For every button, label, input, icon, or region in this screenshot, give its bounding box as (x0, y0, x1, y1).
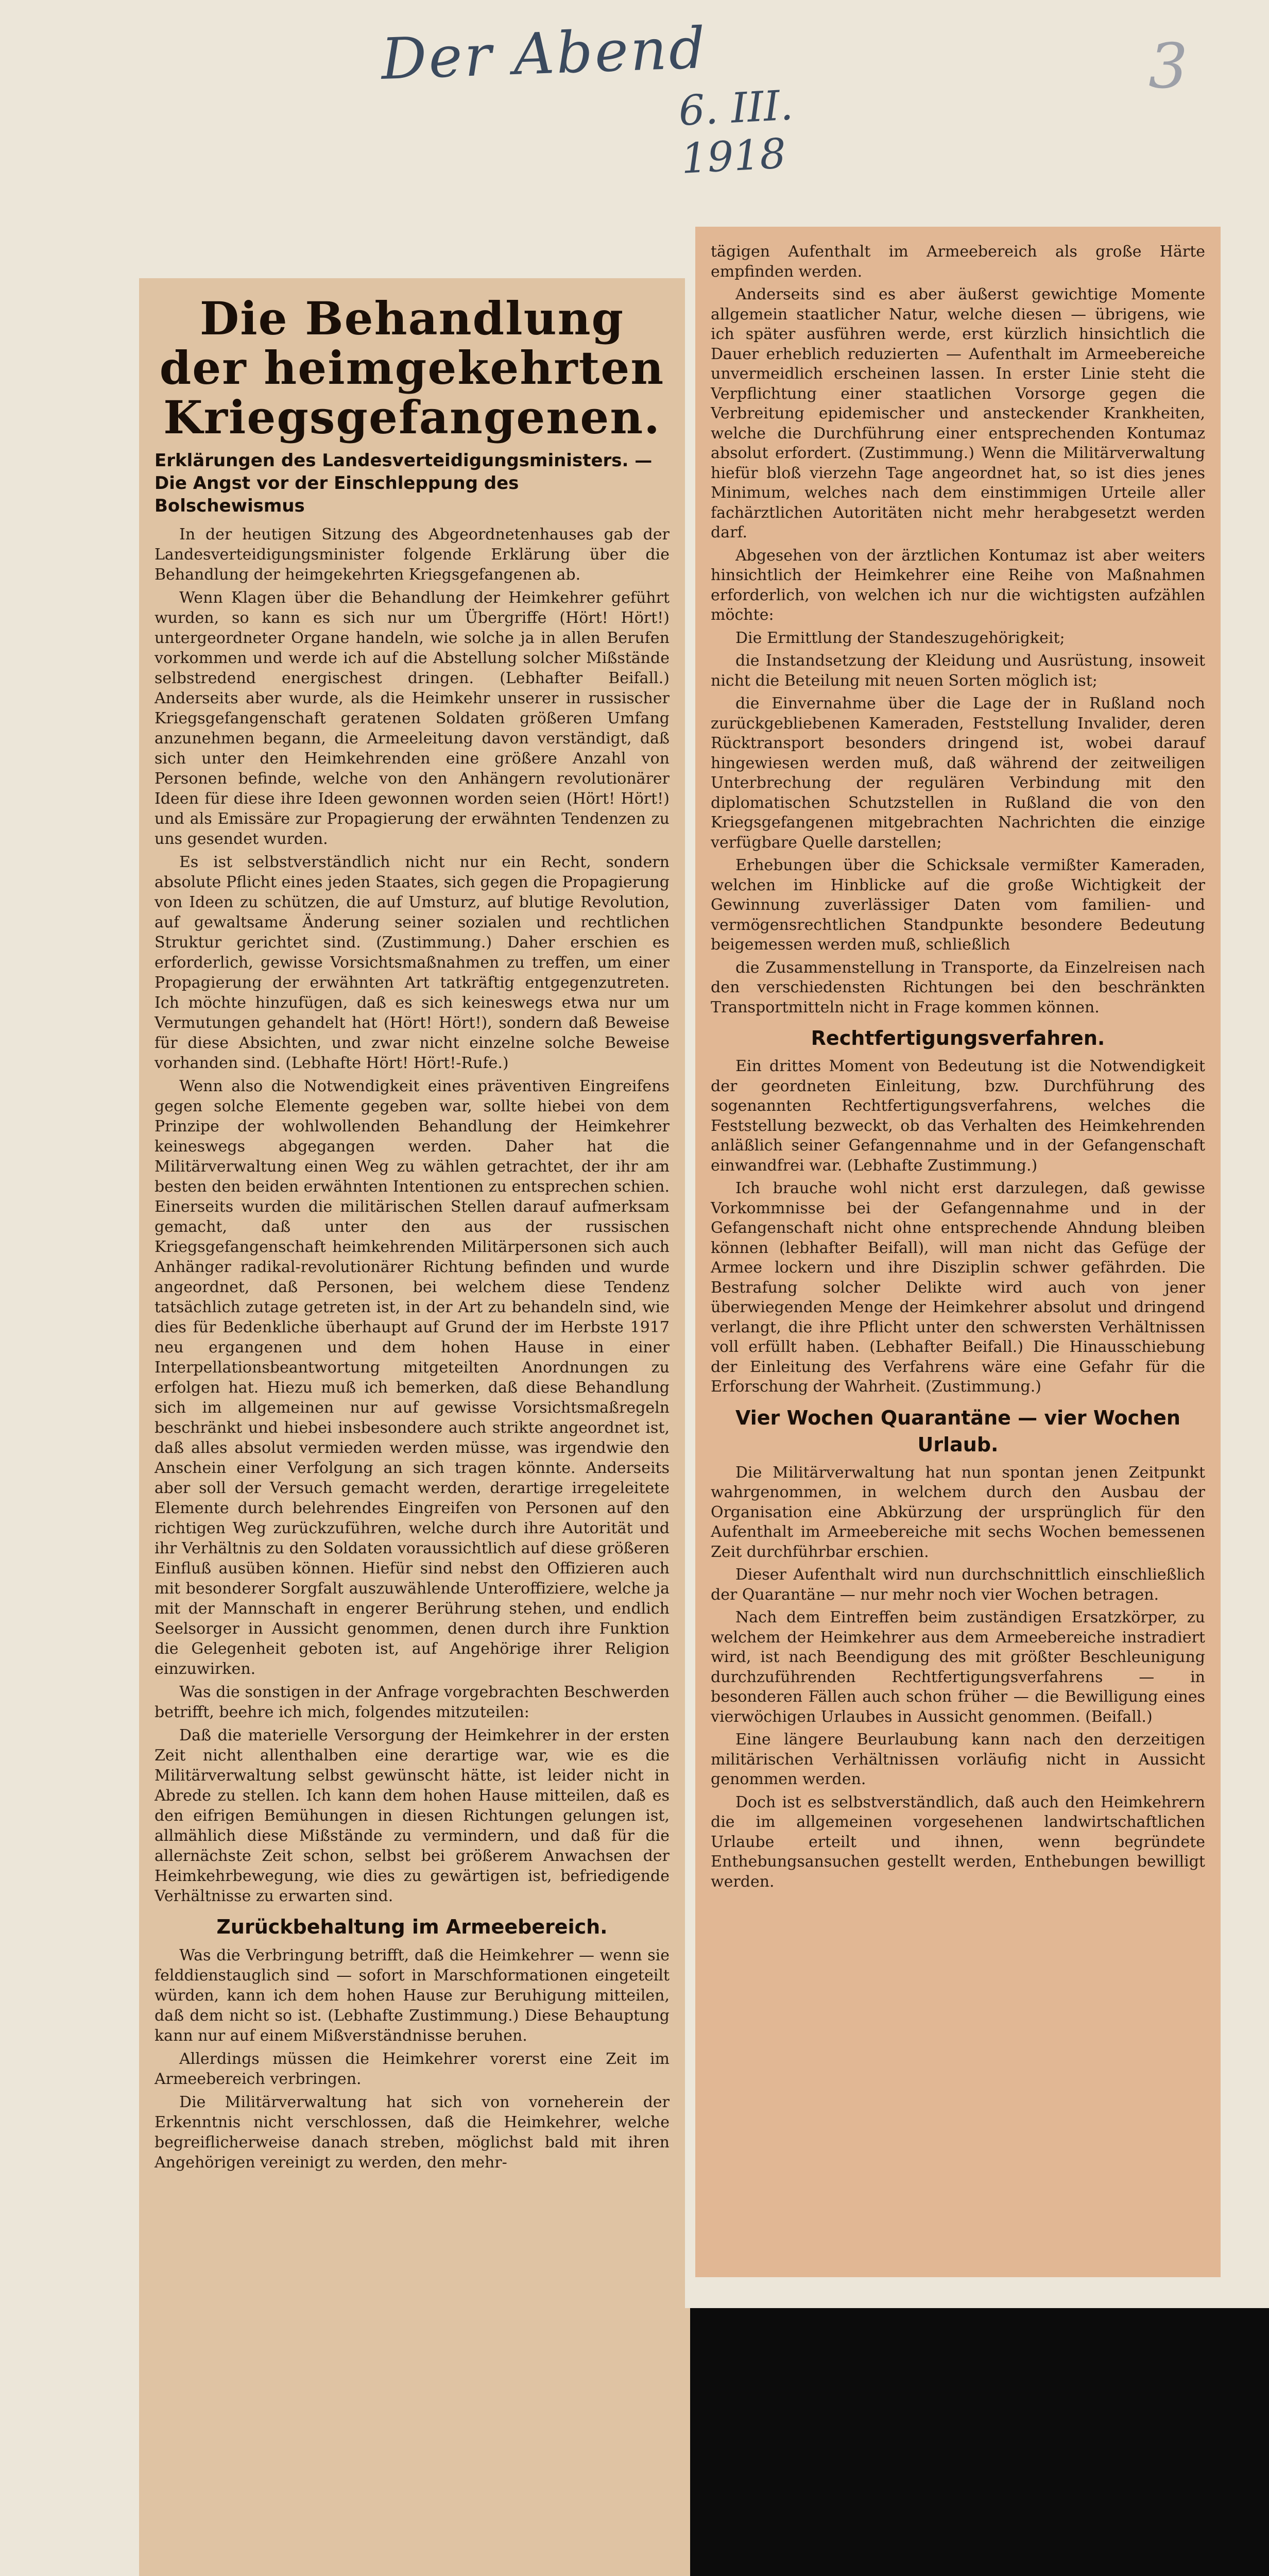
paragraph: Ein drittes Moment von Bedeutung ist die Notwendigkeit der geordneten Einleitung, bzw. Durchführung des sogenannten Rechtfertigungsverfahrens, welches die Feststellung bezweckt, ob das Verhalten des Heimkehrenden anläßlich seiner Gefangennahme und in der Gefangenschaft einwandfrei war. (Lebhafte Zustimmung.) (711, 1057, 1205, 1175)
right-paragraphs (711, 242, 1205, 1018)
left-column (139, 278, 685, 2576)
section-heading: Vier Wochen Quarantäne — vier Wochen Urlaub. (735, 1406, 1180, 1456)
paragraph: die Zusammenstellung in Transporte, da Einzelreisen nach den verschiedensten Richtungen bei den beschränkten Transportmitteln nicht in Frage kommen können. (711, 958, 1205, 1016)
article-headline: Die Behandlung der heimgekehrten Kriegsgefangenen. (159, 292, 665, 444)
page-number: 3 (1148, 31, 1188, 103)
paragraph: Dieser Aufenthalt wird nun durchschnittlich einschließlich der Quarantäne — nur mehr noch vier Wochen betragen. (711, 1566, 1205, 1604)
paragraph: Doch ist es selbstverständlich, daß auch den Heimkehrern die im allgemeinen vorgesehenen landwirtschaftlichen Urlaube erteilt und ihnen, wenn begründete Enthebungsansuchen gestellt werden, Enthebungen bewilligt werden. (711, 1793, 1205, 1891)
paragraph: Erhebungen über die Schicksale vermißter Kameraden, welchen im Hinblicke auf die große Wichtigkeit der Gewinnung zuverlässiger Daten vom familien- und vermögensrechtlichen Standpunkte besondere Bedeutung beigemessen werden muß, schließlich (711, 856, 1205, 954)
paragraph: Daß die materielle Versorgung der Heimkehrer in der ersten Zeit nicht allenthalben eine derartige war, wie es die Militärverwaltung selbst gewünscht hätte, ist leider nicht in Abrede zu stellen. Ich kann dem hohen Hause mitteilen, daß es den eifrigen Bemühungen in diesen Richtungen gelungen ist, allmählich diese Mißstände zu vermindern, und daß für die allernächste Zeit schon, selbst bei größerem Anwachsen der Heimkehrbewegung, wie dies zu gewärtigen ist, befriedigende Verhältnisse zu erwarten sind. (155, 1726, 670, 1905)
paragraph: Es ist selbstverständlich nicht nur ein Recht, sondern absolute Pflicht eines jeden Staates, sich gegen die Propagierung von Ideen zu schützen, die auf Umsturz, auf blutige Revolution, auf gewaltsame Änderung seiner sozialen und rechtlichen Struktur gerichtet sind. (Zustimmung.) Daher erschien es erforderlich, gewisse Vorsichtsmaßnahmen zu treffen, um einer Propagierung der erwähnten Art tatkräftig entgegenzutreten. Ich möchte hinzufügen, daß es sich keineswegs etwa nur um Vermutungen gehandelt hat (Hört! Hört!), sondern daß Beweise für diese Absichten, und zwar nicht einzelne solche Beweise vorhanden sind. (Lebhafte Hört! Hört!-Rufe.) (155, 853, 670, 1072)
paragraph: Allerdings müssen die Heimkehrer vorerst eine Zeit im Armeebereich verbringen. (155, 2050, 670, 2088)
paragraph: Was die sonstigen in der Anfrage vorgebrachten Beschwerden betrifft, beehre ich mich, folgendes mitzuteilen: (155, 1683, 670, 1721)
paragraph: Abgesehen von der ärztlichen Kontumaz ist aber weiters hinsichtlich der Heimkehrer eine Reihe von Maßnahmen erforderlich, von welchen ich nur die wichtigsten aufzählen möchte: (711, 546, 1205, 624)
paragraph: Eine längere Beurlaubung kann nach den derzeitigen militärischen Verhältnissen vorläufig nicht in Aussicht genommen werden. (711, 1731, 1205, 1788)
handwritten-source-title: Der Abend (380, 14, 709, 93)
paragraph: die Einvernahme über die Lage der in Rußland noch zurückgebliebenen Kameraden, Feststellung Invalider, deren Rücktransport besonders dringend ist, wobei darauf hingewiesen werden muß, daß während der zeitweiligen Unterbrechung der regulären Verbindung mit den diplomatischen Schutzstellen in Rußland die von den Kriegsgefangenen mitgebrachten Nachrichten die einzige verfügbare Quelle darstellen; (711, 694, 1205, 852)
paragraph: Wenn Klagen über die Behandlung der Heimkehrer geführt wurden, so kann es sich nur um Übergriffe (Hört! Hört!) untergeordneter Organe handeln, wie solche ja in allen Berufen vorkommen und werde ich auf die Abstellung solcher Mißstände selbstredend energischest dringen. (Lebhafter Beifall.) Anderseits aber wurde, als die Heimkehr unserer in russischer Kriegsgefangenschaft geratenen Soldaten größeren Umfang anzunehmen begann, die Armeeleitung davon verständigt, daß sich unter den Heimkehrenden eine größere Anzahl von Personen befinde, welche von den Anhängern revolutionärer Ideen für diese ihre Ideen gewonnen worden seien (Hört! Hört!) und als Emissäre zur Propagierung der erwähnten Tendenzen zu uns gesendet wurden. (155, 589, 670, 848)
paragraph: Was die Verbringung betrifft, daß die Heimkehrer — wenn sie felddienstauglich sind — sofort in Marschformationen eingeteilt würden, kann ich dem hohen Hause zur Beruhigung mitteilen, daß dem nicht so ist. (Lebhafte Zustimmung.) Diese Behauptung kann nur auf einem Mißverständnisse beruhen. (155, 1946, 670, 2045)
left-paragraphs (155, 524, 670, 1906)
article-subhead: Erklärungen des Landesverteidigungsministers. — Die Angst vor der Einschleppung des Bolschewismus (155, 450, 653, 516)
paragraph: In der heutigen Sitzung des Abgeordnetenhauses gab der Landesverteidigungsminister folgende Erklärung über die Behandlung der heimgekehrten Kriegsgefangenen ab. (155, 526, 670, 584)
paragraph: Die Militärverwaltung hat nun spontan jenen Zeitpunkt wahrgenommen, in welchem durch den Ausbau der Organisation eine Abkürzung der ursprünglich für den Aufenthalt im Armeebereiche mit sechs Wochen bemessenen Zeit durchführbar erschien. (711, 1463, 1205, 1561)
paragraph: Anderseits sind es aber äußerst gewichtige Momente allgemein staatlicher Natur, welche diesen — übrigens, wie ich später ausführen werde, erst kürzlich hinsichtlich die Dauer erheblich reduzierten — Aufenthalt im Armeebereiche unvermeidlich erscheinen lassen. In erster Linie steht die Verpflichtung einer staatlichen Vorsorge gegen die Verbreitung epidemischer und ansteckender Krankheiten, welche die Durchführung einer entsprechenden Kontumaz absolut erfordert. (Zustimmung.) Wenn die Militärverwaltung hiefür bloß vierzehn Tage angeordnet hat, so ist dies jenes Minimum, welches nach dem einstimmigen Urteile aller fachärztlichen Autoritäten nicht mehr herabgesetzt werden darf. (711, 285, 1205, 541)
left-section-paragraphs (155, 1945, 670, 2173)
paragraph: Nach dem Eintreffen beim zuständigen Ersatzkörper, zu welchem der Heimkehrer aus dem Armeebereiche instradiert wird, ist nach Beendigung des mit größter Beschleunigung durchzuführenden Rechtfertigungsverfahrens — in besonderen Fällen auch schon früher — die Bewilligung eines vierwöchigen Urlaubes in Aussicht genommen. (Beifall.) (711, 1608, 1205, 1726)
handwritten-date: 6. III. 1918 (677, 81, 794, 183)
paragraph: Die Militärverwaltung hat sich von vorneherein der Erkenntnis nicht verschlossen, daß die Heimkehrer, welche begreiflicherweise danach streben, möglichst bald mit ihren Angehörigen vereinigt zu werden, den mehr- (155, 2093, 670, 2172)
paragraph: die Instandsetzung der Kleidung und Ausrüstung, insoweit nicht die Beteilung mit neuen Sorten möglich ist; (711, 652, 1205, 690)
section-heading: Zurückbehaltung im Armeebereich. (216, 1916, 608, 1938)
paragraph: Ich brauche wohl nicht erst darzulegen, daß gewisse Vorkommnisse bei der Gefangennahme und in der Gefangenschaft nicht ohne entsprechende Ahndung bleiben können (lebhafter Beifall), will man nicht das Gefüge der Armee lockern und ihre Disziplin schwer gefährden. Die Bestrafung solcher Delikte wird auch von jener überwiegenden Menge der Heimkehrer absolut und dringend verlangt, die ihre Pflicht unter den schwersten Verhältnissen voll erfüllt haben. (Lebhafter Beifall.) Die Hinausschiebung der Einleitung des Verfahrens wäre eine Gefahr für die Erforschung der Wahrheit. (Zustimmung.) (711, 1179, 1205, 1396)
paragraph: Die Ermittlung der Standeszugehörigkeit; (735, 629, 1065, 647)
paragraph: Wenn also die Notwendigkeit eines präventiven Eingreifens gegen solche Elemente gegeben war, sollte hiebei von dem Prinzipe der wohlwollenden Behandlung der Heimkehrer keineswegs abgegangen werden. Daher hat die Militärverwaltung einen Weg zu wählen getrachtet, der ihr am besten den beiden erwähnten Intentionen zu entsprechen schien. Einerseits wurden die militärischen Stellen darauf aufmerksam gemacht, daß unter den aus der russischen Kriegsgefangenschaft heimkehrenden Militärpersonen sich auch Anhänger radikal-revolutionärer Richtung befinden und wurde angeordnet, daß Personen, bei welchem diese Tendenz tatsächlich zutage getreten ist, in der Art zu behandeln sind, wie dies für Bedenkliche überhaupt auf Grund der im Herbste 1917 neu ergangenen und dem hohen Hause in einer Interpellationsbeantwortung mitgeteilten Anordnungen zu erfolgen hat. Hiezu muß ich bemerken, daß diese Behandlung sich im allgemeinen nur auf gewisse Vorsichtsmaßregeln beschränkt und hiebei insbesondere auch strikte angeordnet ist, daß alles absolut vermieden werden müsse, was irgendwie den Anschein einer Verfolgung an sich tragen könnte. Anderseits aber soll der Versuch gemacht werden, derartige irregeleitete Elemente durch belehrendes Eingreifen von Personen auf den richtigen Weg zurückzuführen, welche durch ihre Autorität und ihr Verhältnis zu den Soldaten voraussichtlich auf diese größeren Einfluß ausüben können. Hiefür sind nebst den Offizieren auch mit besonderer Sorgfalt auszuwählende Unteroffiziere, welche ja mit der Mannschaft in engerer Berührung stehen, und endlich Seelsorger in Aussicht genommen, denen durch ihre Funktion die Gelegenheit geboten ist, auf Angehörige ihrer Religion einzuwirken. (155, 1077, 670, 1678)
section-heading: Rechtfertigungsverfahren. (811, 1027, 1105, 1049)
right-section-2-paragraphs (711, 1463, 1205, 1892)
handwritten-annotation (380, 14, 896, 183)
right-section-1-paragraphs (711, 1057, 1205, 1397)
paragraph: tägigen Aufenthalt im Armeebereich als große Härte empfinden werden. (711, 243, 1205, 281)
right-column (695, 227, 1221, 2277)
